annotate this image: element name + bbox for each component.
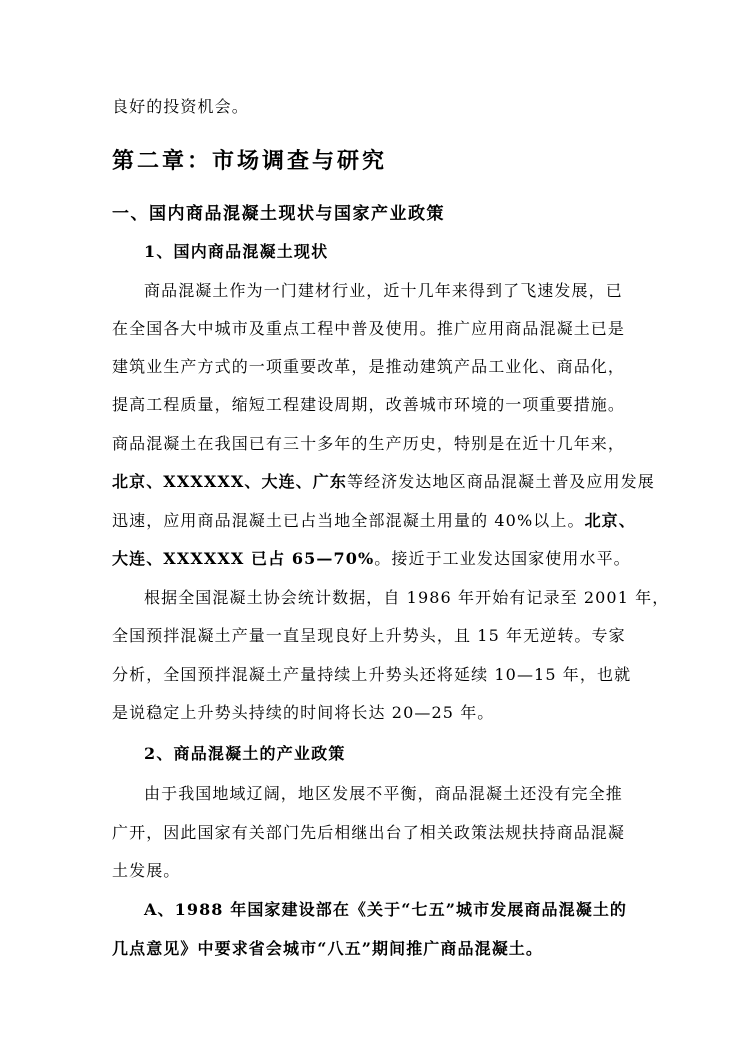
paragraph-line-mixed (112, 471, 655, 493)
paragraph-line: 商品混凝土在我国已有三十多年的生产历史，特别是在近十几年来， (112, 434, 626, 453)
paragraph-line: 广开，因此国家有关部门先后相继出台了相关政策法规扶持商品混凝 (112, 823, 626, 842)
section-heading: 一、国内商品混凝土现状与国家产业政策 (112, 204, 445, 224)
line-rest: 。接近于工业发达国家使用水平。 (374, 549, 631, 568)
line-rest: 等经济发达地区商品混凝土普及应用发展 (347, 472, 655, 491)
paragraph-line-mixed (112, 548, 632, 570)
paragraph-line: 建筑业生产方式的一项重要改革，是推动建筑产品工业化、商品化， (112, 357, 626, 376)
policy-item-a-line: 几点意见》中要求省会城市“八五”期间推广商品混凝土。 (112, 939, 544, 958)
bold-share: 大连、XXXXXX 已占 65—70% (112, 549, 375, 568)
paragraph-line: 土发展。 (112, 861, 181, 880)
intro-tail-text: 良好的投资机会。 (112, 97, 249, 116)
paragraph-line: 分析，全国预拌混凝土产量持续上升势头还将延续 10—15 年，也就 (112, 665, 632, 684)
paragraph-line: 提高工程质量，缩短工程建设周期，改善城市环境的一项重要措施。 (112, 395, 626, 414)
bold-cities: 北京、 (584, 511, 636, 530)
chapter-title: 第二章：市场调查与研究 (112, 148, 388, 174)
paragraph-line: 根据全国混凝土协会统计数据，自 1986 年开始有记录至 2001 年， (144, 588, 670, 607)
paragraph-line: 是说稳定上升势头持续的时间将长达 20—25 年。 (112, 703, 495, 722)
paragraph-line: 商品混凝土作为一门建材行业，近十几年来得到了飞速发展，已 (144, 281, 623, 300)
paragraph-line-mixed (112, 510, 636, 532)
paragraph-line: 全国预拌混凝土产量一直呈现良好上升势头，且 15 年无逆转。专家 (112, 626, 626, 645)
bold-cities: 北京、XXXXXX、大连、广东 (112, 472, 347, 491)
subsection-heading-1: 1、国内商品混凝土现状 (144, 242, 329, 261)
line-start: 迅速，应用商品混凝土已占当地全部混凝土用量的 40%以上。 (112, 511, 585, 530)
paragraph-line: 在全国各大中城市及重点工程中普及使用。推广应用商品混凝土已是 (112, 319, 626, 338)
paragraph-line: 由于我国地域辽阔，地区发展不平衡，商品混凝土还没有完全推 (144, 784, 623, 803)
policy-item-a-line: A、1988 年国家建设部在《关于“七五”城市发展商品混凝土的 (144, 900, 628, 919)
subsection-heading-2: 2、商品混凝土的产业政策 (144, 744, 346, 763)
